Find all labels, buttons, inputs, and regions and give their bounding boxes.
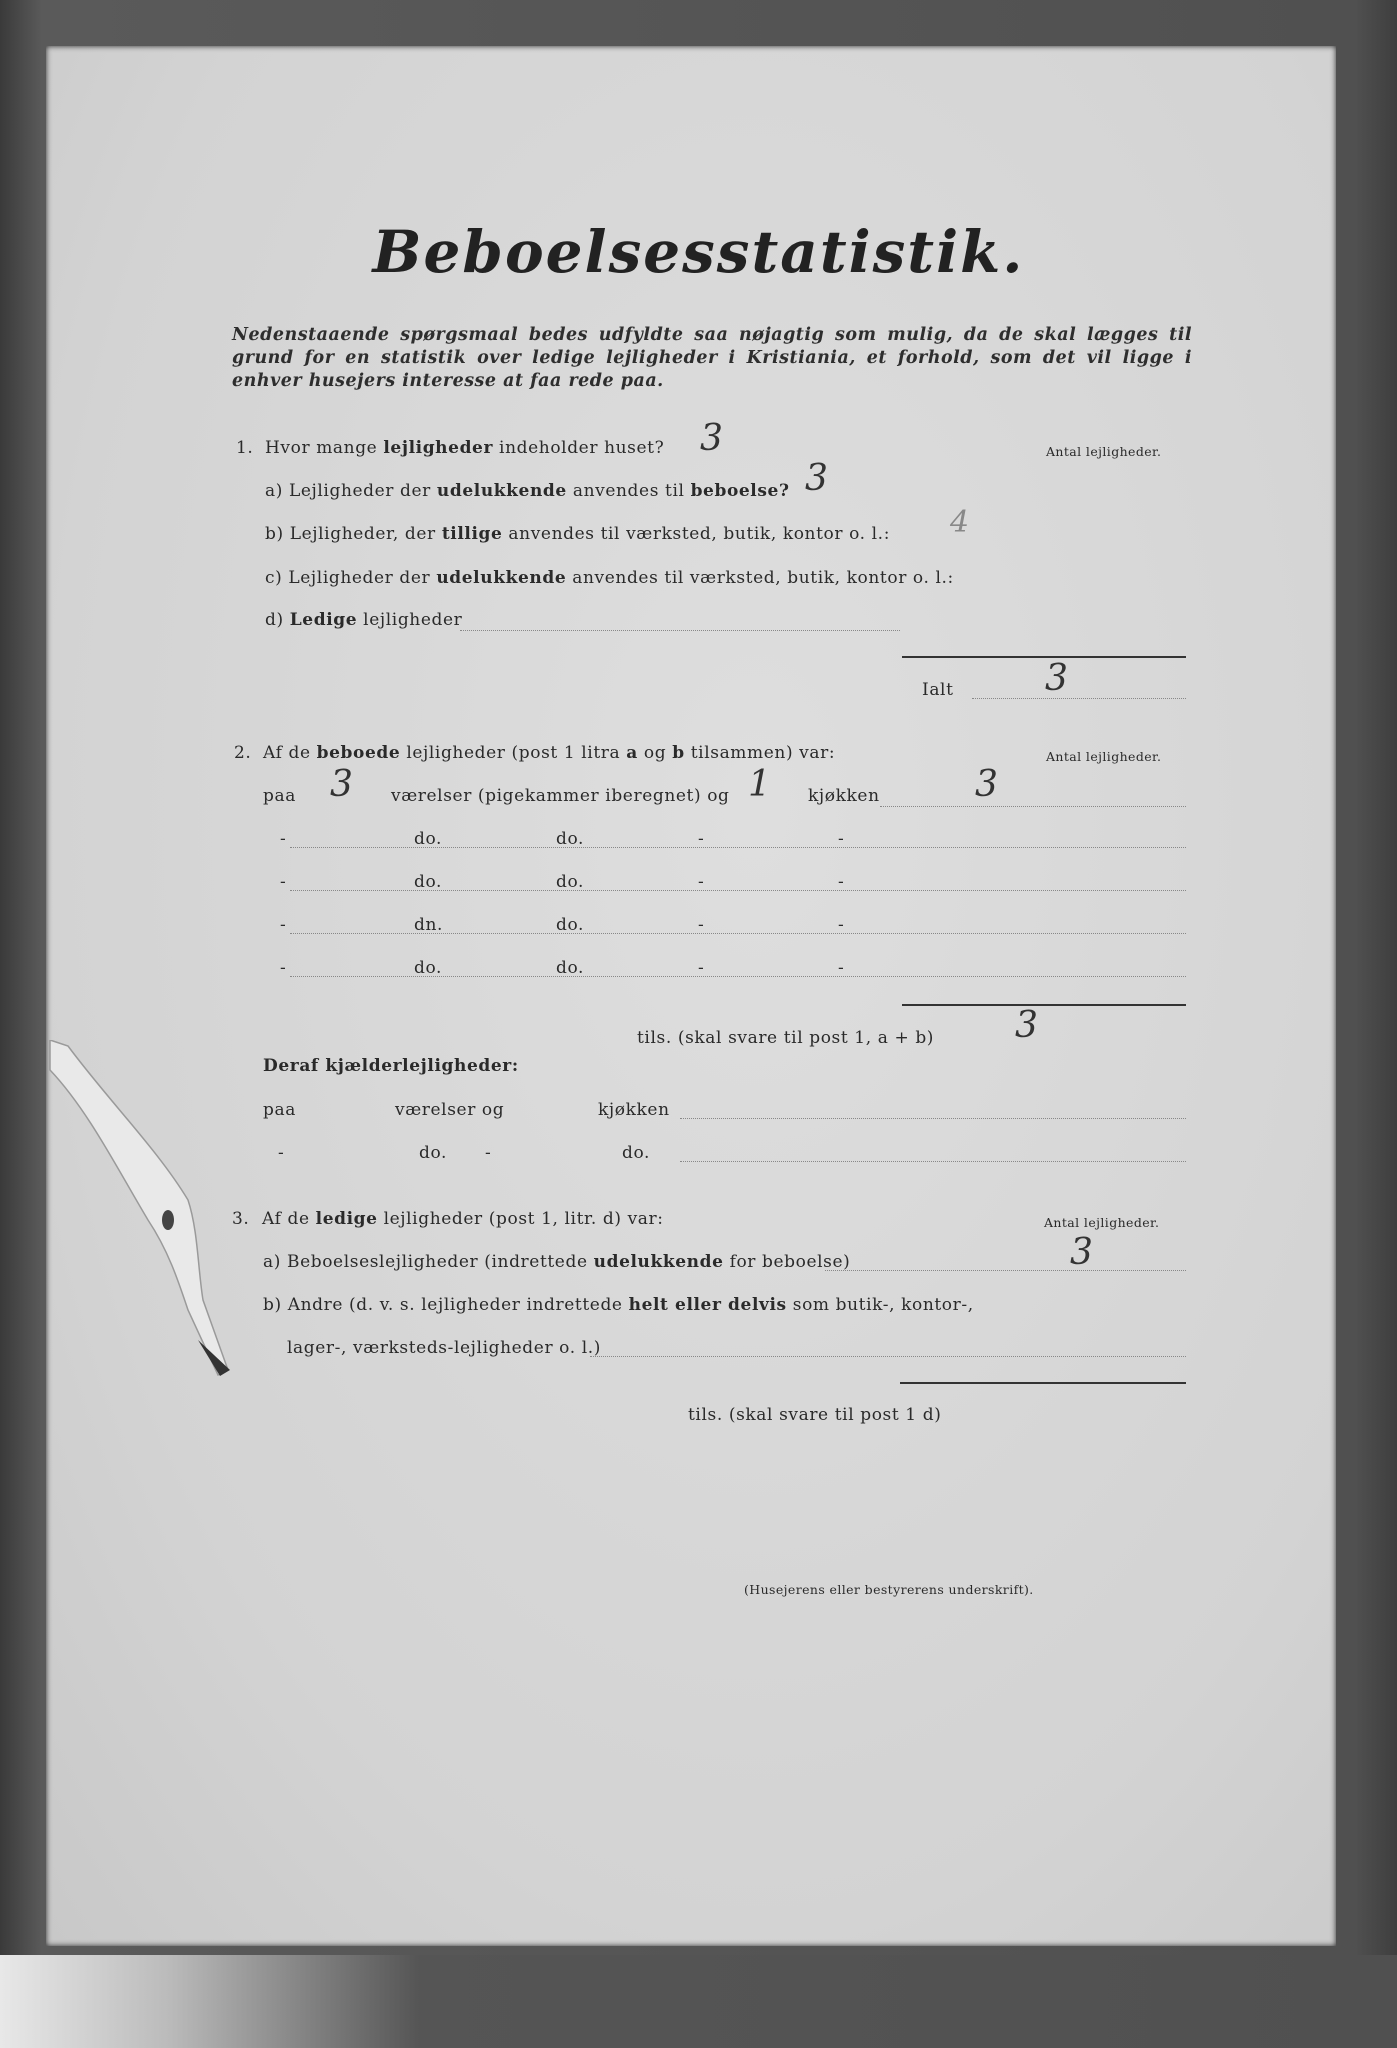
q3b-line2: lager-, værksteds-lejligheder o. l.) bbox=[287, 1338, 601, 1358]
q2-tils-answer: 3 bbox=[1015, 1005, 1038, 1046]
q3a-dotted bbox=[825, 1270, 1186, 1271]
q3-column-header: Antal lejligheder. bbox=[1044, 1215, 1160, 1230]
q2-deraf-do: do. bbox=[419, 1143, 448, 1163]
q1d-dotted-line bbox=[460, 630, 900, 631]
q2-row3-dotted bbox=[290, 933, 1186, 934]
q2-row1-dotted bbox=[290, 847, 1186, 848]
q2-sum-rule bbox=[902, 1004, 1186, 1006]
q3-number: 3. bbox=[232, 1209, 250, 1229]
q2-vaerelser-og: værelser og bbox=[395, 1100, 505, 1120]
q2-deraf-dash2: - bbox=[485, 1143, 492, 1163]
q1-ialt-answer: 3 bbox=[1045, 658, 1068, 699]
q3a-answer: 3 bbox=[1070, 1232, 1093, 1273]
q2-count-answer: 3 bbox=[975, 764, 998, 805]
q2-kjokken: kjøkken bbox=[808, 786, 880, 806]
q2-paa2: paa bbox=[263, 1100, 296, 1120]
q2-rooms-answer: 3 bbox=[330, 764, 353, 805]
q2-row0-dotted bbox=[880, 806, 1186, 807]
q2-paa: paa bbox=[263, 786, 296, 806]
q2-column-header: Antal lejligheder. bbox=[1046, 749, 1162, 764]
q3b-dotted bbox=[590, 1356, 1186, 1357]
q3a-text: a) Beboelseslejligheder (indrettede udelukkende for beboelse) bbox=[263, 1252, 851, 1272]
q2-deraf-do2: do. bbox=[622, 1143, 651, 1163]
q1a-answer: 3 bbox=[805, 458, 828, 499]
signature-label: (Husejerens eller bestyrerens underskrift). bbox=[744, 1582, 1034, 1597]
q2-vaerelser: værelser (pigekammer iberegnet) og bbox=[391, 786, 730, 806]
q1-sum-rule bbox=[902, 656, 1186, 658]
q2-deraf-dash: - bbox=[278, 1143, 285, 1163]
q2-kjokken2: kjøkken bbox=[598, 1100, 670, 1120]
q1d-text: d) Ledige lejligheder bbox=[265, 610, 463, 630]
q2-deraf-row2-dotted bbox=[680, 1161, 1186, 1162]
q1-answer: 3 bbox=[700, 418, 723, 459]
q1a-text: a) Lejligheder der udelukkende anvendes til beboelse? bbox=[265, 481, 790, 501]
q1-column-header: Antal lejligheder. bbox=[1046, 444, 1162, 459]
q1b-answer: 4 bbox=[950, 505, 970, 540]
intro-paragraph: Nedenstaaende spørgsmaal bedes udfyldte saa nøjagtig som mulig, da de skal lægges til grund for en statistik over ledige lejligheder i Kristiania, et forhold, som det vil ligge i enhver husejers interesse at faa rede paa. bbox=[232, 325, 1192, 391]
q2-kitchen-answer: 1 bbox=[748, 764, 771, 805]
q3-sum-rule bbox=[900, 1382, 1186, 1384]
q1-ialt-label: Ialt bbox=[922, 680, 954, 700]
q3b-text: b) Andre (d. v. s. lejligheder indrettede helt eller delvis som butik-, kontor-, bbox=[263, 1295, 974, 1315]
q3-tils-label: tils. (skal svare til post 1 d) bbox=[688, 1405, 942, 1425]
film-edge bbox=[0, 1955, 1397, 2048]
q2-row2-dotted bbox=[290, 890, 1186, 891]
paper-tear-mark bbox=[48, 1040, 238, 1380]
form-title: Beboelsesstatistik. bbox=[372, 218, 1025, 286]
q2-number: 2. bbox=[234, 743, 252, 763]
q2-deraf-row1-dotted bbox=[680, 1118, 1186, 1119]
q3-text: Af de ledige lejligheder (post 1, litr. d) var: bbox=[262, 1209, 664, 1229]
q2-text: Af de beboede lejligheder (post 1 litra a og b tilsammen) var: bbox=[263, 743, 836, 763]
q1-ialt-dotted bbox=[972, 698, 1186, 699]
q1c-text: c) Lejligheder der udelukkende anvendes til værksted, butik, kontor o. l.: bbox=[265, 568, 954, 588]
q1-text: Hvor mange lejligheder indeholder huset? bbox=[265, 438, 665, 458]
q1b-text: b) Lejligheder, der tillige anvendes til værksted, butik, kontor o. l.: bbox=[265, 524, 891, 544]
q2-row4-dotted bbox=[290, 976, 1186, 977]
q2-tils-label: tils. (skal svare til post 1, a + b) bbox=[637, 1028, 935, 1048]
q2-deraf: Deraf kjælderlejligheder: bbox=[263, 1056, 519, 1076]
q1-number: 1. bbox=[236, 438, 254, 458]
